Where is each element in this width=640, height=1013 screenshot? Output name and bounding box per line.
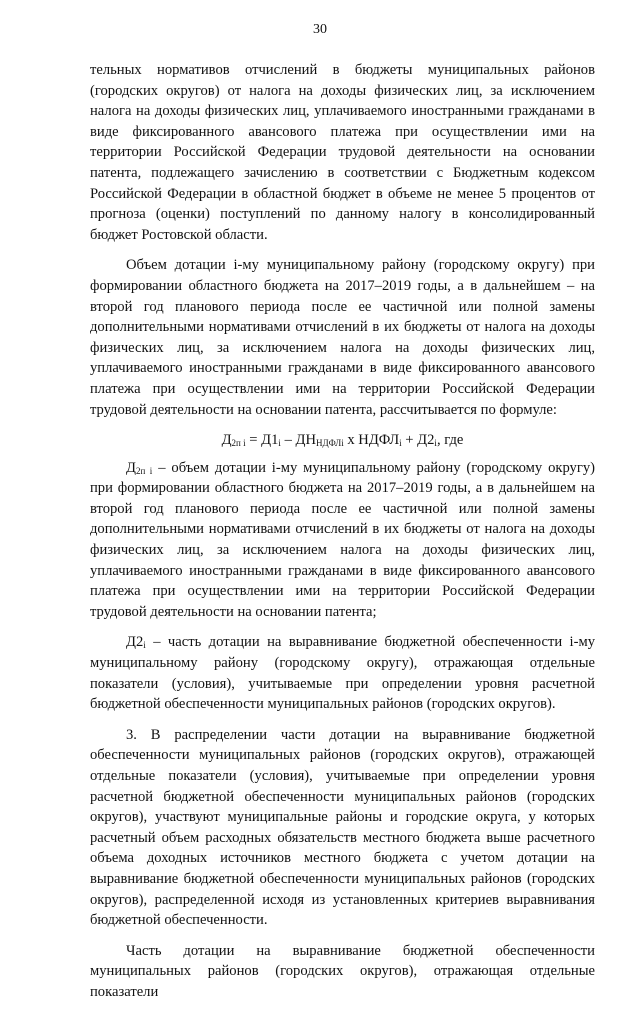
formula-d2-sub: i [434,438,437,449]
p4-symbol-sub: i [143,640,146,651]
p3-symbol-sub: 2п i [135,465,153,476]
paragraph-3 [90,458,595,623]
formula-ndfl: х НДФЛ [343,432,400,449]
p3-symbol: Д [126,459,136,476]
formula-dn-sub: НДФЛi [316,438,344,449]
formula-ndfl-sub: i [399,438,402,449]
formula-where: , где [436,432,464,449]
page-number: 30 [313,22,327,37]
formula-d2: + Д2 [401,432,435,449]
formula [90,430,595,451]
paragraph-1: тельных нормативов отчислений в бюджеты муниципальных районов (городских округов) от налога на доходы физических лиц, за исключением налога на доходы физических лиц, уплачиваемого иностранными гражданами в виде фиксированного авансового платежа при осуществлении ими на территории Российской Федерации трудовой деятельности на основании патента, подлежащего зачислению в соответствии с Бюджетным кодексом Российской Федерации в областной бюджет в объеме не менее 5 процентов от прогноза (оценки) поступлений по данному налогу в консолидированный бюджет Ростовской области. [90,62,595,243]
paragraph-4 [90,632,595,714]
formula-d1: = Д1 [245,432,279,449]
paragraph-2: Объем дотации i-му муниципальному району (городскому округу) при формировании областного бюджета на 2017–2019 годы, а в дальнейшем – на второй год планового периода после ее частичной или полной замены дополнительными нормативами отчислений в их бюджеты от налога на доходы физических лиц, за исключением налога на доходы физических лиц, уплачиваемого иностранными гражданами в виде фиксированного авансового платежа при осуществлении ими на территории Российской Федерации трудовой деятельности на основании патента, рассчитывается по формуле: [90,257,595,418]
p3-text: – объем дотации i-му муниципальному району (городскому округу) при формировании областного бюджета на 2017–2019 годы, а в дальнейшем на второй год планового периода после ее частичной или полной замены дополнительными нормативами отчислений в их бюджеты от налога на доходы физических лиц, за исключением налога на доходы физических лиц, уплачиваемого иностранными гражданами в виде фиксированного авансового платежа при осуществлении ими на территории Российской Федерации трудовой деятельности на основании патента; [90,459,595,620]
formula-dn: – ДН [280,432,317,449]
formula-d1-sub: i [278,438,281,449]
p4-text: – часть дотации на выравнивание бюджетной обеспеченности i-му муниципальному району (городскому округу), отражающая отдельные показатели (условия), учитываемые при определении уровня расчетной бюджетной обеспеченности муниципальных районов (городских округов). [90,634,595,713]
formula-lhs-sub: 2п i [231,438,246,449]
paragraph-5: 3. В распределении части дотации на выравнивание бюджетной обеспеченности муниципальных районов (городских округов), отражающей отдельные показатели (условия), учитываемые при определении уровня расчетной бюджетной обеспеченности муниципальных районов (городских округов), участвуют муниципальные районы и городские округа, у которых расчетный объем расходных обязательств местного бюджета выше расчетного объема доходных источников местного бюджета с учетом дотации на выравнивание бюджетной обеспеченности муниципальных районов (городских округов), распределенной исходя из установленных критериев выравнивания бюджетной обеспеченности. [90,726,595,929]
p4-symbol: Д2 [126,634,144,651]
paragraph-6: Часть дотации на выравнивание бюджетной обеспеченности муниципальных районов (городских округов), отражающая отдельные показатели [90,942,595,1000]
document-body [90,60,595,1013]
formula-lhs: Д [221,432,232,449]
